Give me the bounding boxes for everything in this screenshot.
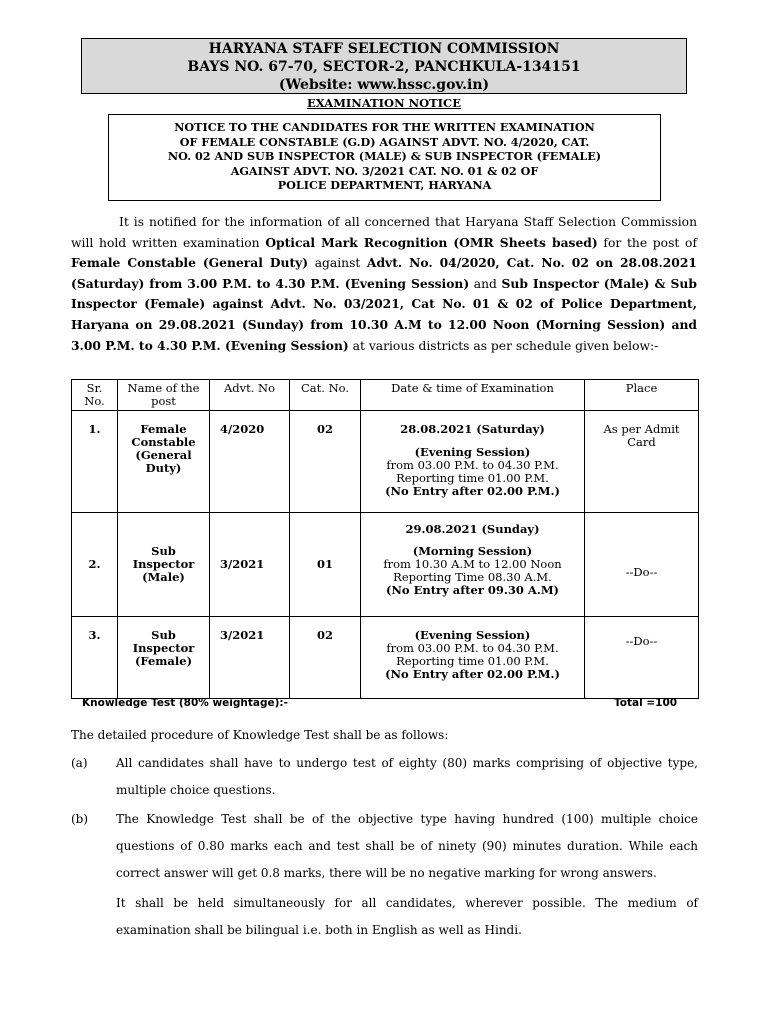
header-place: Place [585,380,699,411]
cell-cat: 02 [290,617,361,699]
item-text: The Knowledge Test shall be of the objective type having hundred (100) multiple choice questions of 0.80 marks each and test shall be of ninety (90) minutes duration. While each correct answer will get 0.8 marks, there will be no negative marking for wrong answers. [116,812,698,880]
table-row [72,411,699,513]
header-sr-no: Sr. No. [72,380,118,411]
cell-cat: 02 [290,411,361,513]
medium-paragraph [116,890,698,944]
table-row [72,617,699,699]
exam-date: 28.08.2021 (Saturday) [400,422,545,436]
table-row [72,513,699,617]
notice-line-5: POLICE DEPARTMENT, HARYANA [277,178,492,192]
cell-post: Sub Inspector (Male) [118,513,210,617]
cell-date-time [361,513,585,617]
exam-session: (Evening Session) [414,445,531,459]
header-post: Name of the post [118,380,210,411]
cell-sr: 3. [72,617,118,699]
item-label: (b) [71,812,89,826]
header-cat-no: Cat. No. [290,380,361,411]
cell-cat: 01 [290,513,361,617]
cell-date-time [361,617,585,699]
commission-address: BAYS NO. 67-70, SECTOR-2, PANCHKULA-134151 [187,59,581,75]
item-label: (a) [71,756,88,770]
commission-header [81,38,687,94]
exam-session: (Morning Session) [412,544,533,558]
exam-timing: from 03.00 P.M. to 04.30 P.M. [386,458,559,472]
cell-advt: 3/2021 [210,513,290,617]
intro-text: and [469,276,502,291]
cell-date-time [361,411,585,513]
no-entry-time: (No Entry after 02.00 P.M.) [385,484,560,498]
commission-name: HARYANA STAFF SELECTION COMMISSION [208,41,560,57]
list-item [71,750,698,804]
exam-timing: from 10.30 A.M to 12.00 Noon [383,557,562,571]
knowledge-test-label: Knowledge Test (80% weightage):- [82,697,288,709]
intro-bold: Advt. No. 04/2020, Cat. No. 02 on 28.08.2021 (Saturday) from 3.00 P.M. to 4.30 P.M. (Evening Session) [71,255,697,291]
list-item [71,806,698,887]
cell-sr: 2. [72,513,118,617]
commission-website: (Website: www.hssc.gov.in) [278,77,490,93]
cell-place: --Do-- [585,513,699,617]
notice-line-4: AGAINST ADVT. NO. 3/2021 CAT. NO. 01 & 02 OF [230,163,539,178]
no-entry-time: (No Entry after 09.30 A.M) [385,583,559,597]
no-entry-time: (No Entry after 02.00 P.M.) [385,667,560,681]
procedure-intro: The detailed procedure of Knowledge Test shall be as follows: [71,728,449,742]
intro-text: against [308,256,367,271]
cell-place: --Do-- [585,617,699,699]
cell-advt: 4/2020 [210,411,290,513]
intro-paragraph [71,212,697,356]
table-header-row [72,380,699,411]
intro-text: at various districts as per schedule given below:- [348,338,659,353]
exam-timing: from 03.00 P.M. to 04.30 P.M. [386,641,559,655]
cell-advt: 3/2021 [210,617,290,699]
cell-post: Sub Inspector (Female) [118,617,210,699]
notice-line-1: NOTICE TO THE CANDIDATES FOR THE WRITTEN EXAMINATION [174,120,595,134]
exam-date: 29.08.2021 (Sunday) [405,522,540,536]
header-advt-no: Advt. No [210,380,290,411]
examination-notice-title: EXAMINATION NOTICE [307,96,461,110]
cell-sr: 1. [72,411,118,513]
intro-text: for the post of [597,235,698,250]
reporting-time: Reporting time 01.00 P.M. [396,471,549,485]
medium-text: It shall be held simultaneously for all candidates, wherever possible. The medium of examination shall be bilingual i.e. both in English as well as Hindi. [116,896,698,937]
notice-line-3: NO. 02 AND SUB INSPECTOR (MALE) & SUB INSPECTOR (FEMALE) [167,149,602,163]
intro-text: It is notified for the information of all concerned that Haryana Staff Selection Commission will hold written examination [71,215,697,250]
cell-post: Female Constable (General Duty) [118,411,210,513]
reporting-time: Reporting time 01.00 P.M. [396,654,549,668]
notice-subject-box [108,114,661,201]
intro-bold: Female Constable (General Duty) [71,255,309,271]
exam-schedule-table [71,379,699,699]
intro-bold: Sub Inspector (Male) & Sub Inspector (Female) against Advt. No. 03/2021, Cat No. 01 & 02 of Police Department, Haryana on 29.08.2021 (Sunday) from 10.30 A.M to 12.00 Noon (Morning Session) and 3.00 P.M. to 4.30 P.M. (Evening Session) [71,275,697,353]
knowledge-test-total: Total =100 [614,697,678,709]
cell-place: As per Admit Card [585,411,699,513]
notice-line-2: OF FEMALE CONSTABLE (G.D) AGAINST ADVT. NO. 4/2020, CAT. [179,134,590,149]
reporting-time: Reporting Time 08.30 A.M. [393,570,552,584]
exam-session: (Evening Session) [414,628,531,642]
header-date-time: Date & time of Examination [361,380,585,411]
item-text: All candidates shall have to undergo test of eighty (80) marks comprising of objective type, multiple choice questions. [116,756,698,797]
intro-bold: Optical Mark Recognition (OMR Sheets based) [265,234,598,250]
